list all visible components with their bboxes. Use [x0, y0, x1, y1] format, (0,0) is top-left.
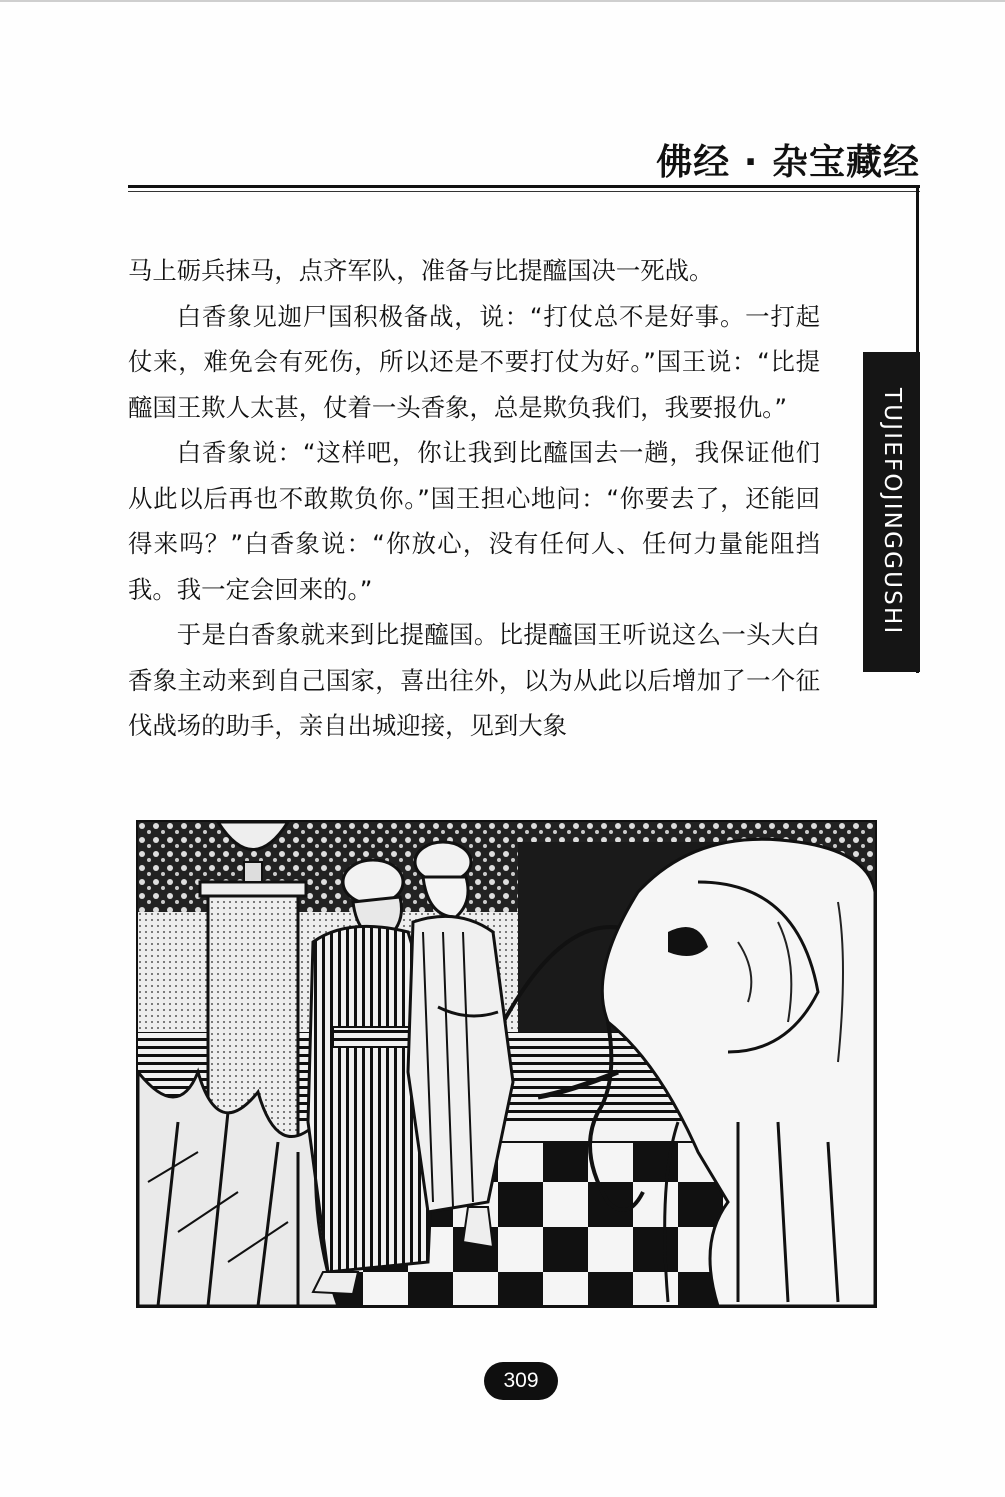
- header-rule-thick: [128, 185, 920, 188]
- paragraph: 于是白香象就来到比提醯国。比提醯国王听说这么一头大白香象主动来到自己国家，喜出往外，以为从此以后增加了一个征伐战场的助手，亲自出城迎接，见到大象: [128, 620, 820, 740]
- illustration: [136, 820, 877, 1308]
- header-rule-thin: [128, 191, 920, 192]
- body-text: [128, 248, 820, 749]
- illustration-drawing: [138, 822, 875, 1306]
- paragraph: 马上砺兵抹马，点齐军队，准备与比提醯国决一死战。: [128, 256, 714, 285]
- side-tab-label: TUJIEFOJINGGUSHI: [879, 388, 905, 636]
- paragraph: 白香象见迦尸国积极备战，说：“打仗总不是好事。一打起仗来，难免会有死伤，所以还是不要打仗为好。”国王说：“比提醯国王欺人太甚，仗着一头香象，总是欺负我们，我要报仇。”: [128, 301, 820, 422]
- running-header-title: 佛经 · 杂宝藏经: [656, 142, 920, 183]
- top-border-line: [0, 0, 1005, 2]
- paragraph: 白香象说：“这样吧，你让我到比醯国去一趟，我保证他们从此以后再也不敢欺负你。”国王担心地问：“你要去了，还能回得来吗？”白香象说：“你放心，没有任何人、任何力量能阻挡我。我一定会回来的。”: [128, 438, 820, 604]
- page-number: 309: [484, 1362, 558, 1400]
